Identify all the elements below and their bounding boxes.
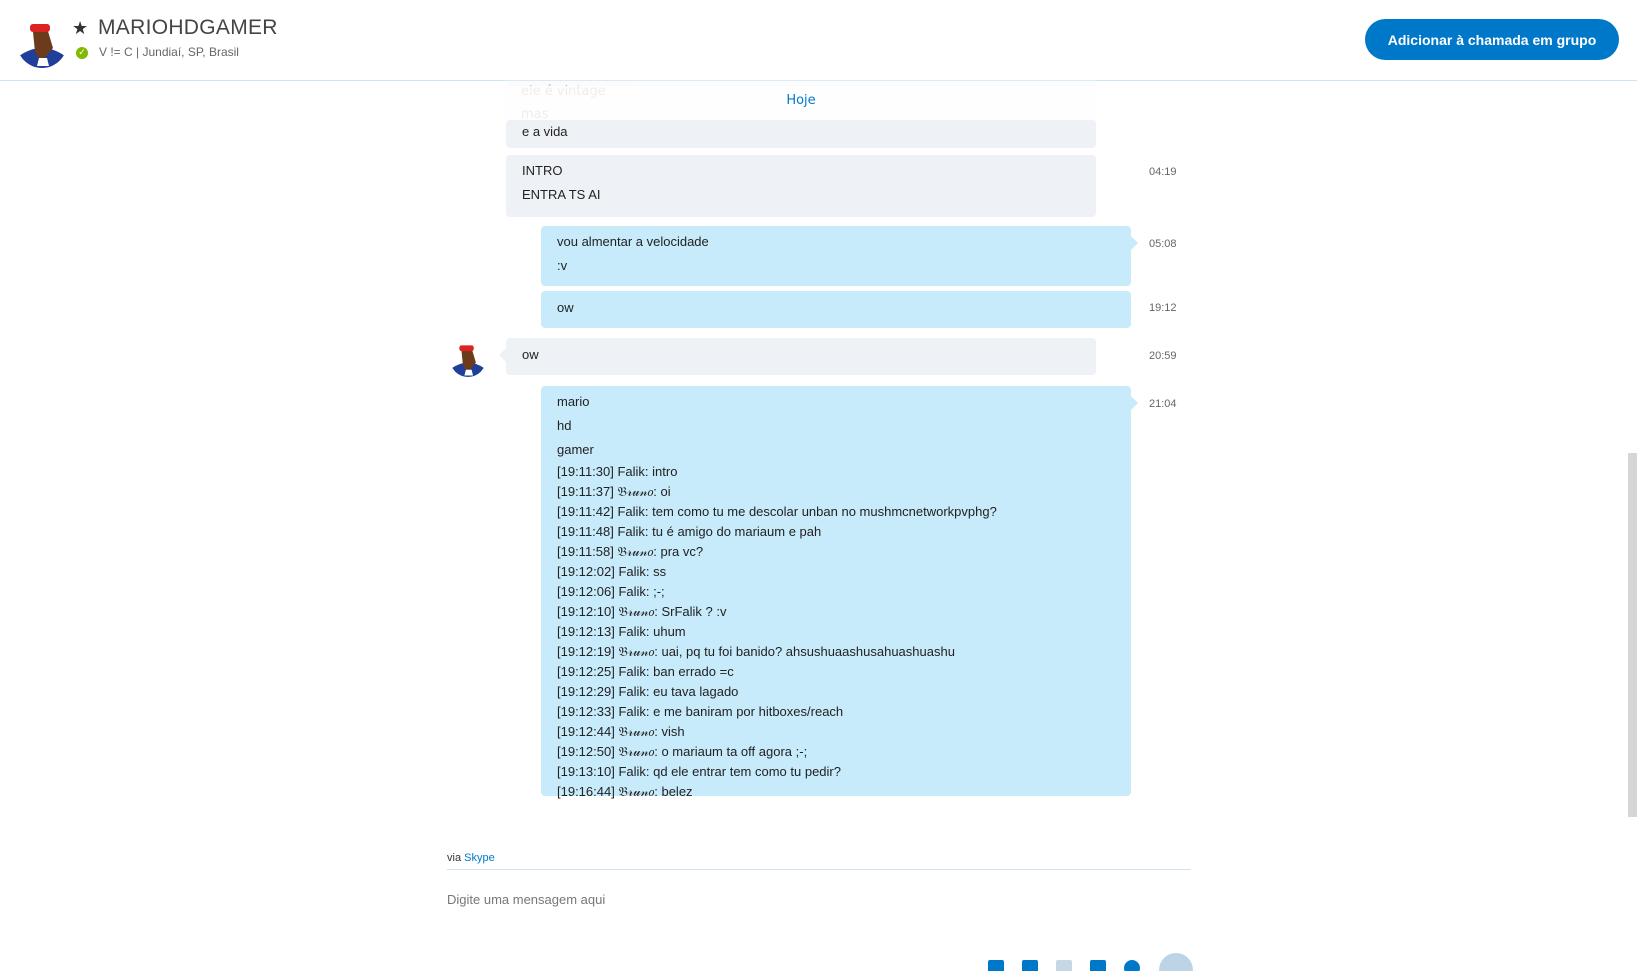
add-to-group-call-button[interactable]: Adicionar à chamada em grupo xyxy=(1365,19,1619,60)
message-timestamp: 20:59 xyxy=(1149,350,1177,362)
online-status-icon: ✓ xyxy=(76,47,88,59)
via-prefix: via xyxy=(447,852,462,864)
chat-log-line: [19:11:37] 𝔅𝓇𝓊𝓃𝑜: oi xyxy=(557,484,671,499)
chat-log-line: [19:13:10] Falik: qd ele entrar tem como tu pedir? xyxy=(557,764,841,779)
message-bubble-outgoing[interactable] xyxy=(541,386,1131,799)
message-bubble-incoming[interactable] xyxy=(506,338,1096,375)
chat-log-line: [19:12:19] 𝔅𝓇𝓊𝓃𝑜: uai, pq tu foi banido? ahsushuaashusahuashuashu xyxy=(557,644,955,659)
chat-log-line: [19:11:30] Falik: intro xyxy=(557,464,678,479)
contact-avatar-small[interactable] xyxy=(450,341,486,377)
chat-log-line: [19:12:29] Falik: eu tava lagado xyxy=(557,684,739,699)
message-bubble-outgoing[interactable] xyxy=(541,291,1131,328)
chat-log-line: [19:11:58] 𝔅𝓇𝓊𝓃𝑜: pra vc? xyxy=(557,544,704,559)
message-timestamp: 19:12 xyxy=(1149,302,1177,314)
message-timestamp: 04:19 xyxy=(1149,166,1177,178)
chat-log-line: [19:12:06] Falik: ;-; xyxy=(557,584,665,599)
message-bubble-incoming[interactable] xyxy=(506,155,1096,217)
message-input[interactable] xyxy=(445,886,1189,912)
message-text: e a vida xyxy=(522,124,568,139)
contact-name[interactable]: MARIOHDGAMER xyxy=(98,16,278,39)
chat-log-line: [19:12:44] 𝔅𝓇𝓊𝓃𝑜: vish xyxy=(557,724,685,739)
message-text: INTRO xyxy=(522,163,563,178)
message-text: ow xyxy=(522,347,539,362)
emoticon-icon[interactable] xyxy=(1124,960,1142,971)
video-message-icon[interactable] xyxy=(1056,960,1074,971)
message-text: :v xyxy=(557,258,568,273)
chat-log-line: [19:12:13] Falik: uhum xyxy=(557,624,686,639)
message-text: gamer xyxy=(557,442,594,457)
message-text: vou almentar a velocidade xyxy=(557,234,709,249)
chat-log-line: [19:11:48] Falik: tu é amigo do mariaum e pah xyxy=(557,524,822,539)
scrollbar-thumb[interactable] xyxy=(1628,453,1637,817)
gift-icon[interactable] xyxy=(988,960,1006,971)
message-history[interactable] xyxy=(0,80,1637,971)
contact-avatar[interactable] xyxy=(17,18,67,68)
contact-mood-message: V != C | Jundiaí, SP, Brasil xyxy=(99,45,239,59)
via-service-label xyxy=(447,852,495,864)
chat-log-line: [19:12:33] Falik: e me baniram por hitboxes/reach xyxy=(557,704,844,719)
message-timestamp: 21:04 xyxy=(1149,398,1177,410)
chat-log-line: [19:16:44] 𝔅𝓇𝓊𝓃𝑜: belez xyxy=(557,784,693,799)
message-text: ENTRA TS AI xyxy=(522,187,601,202)
date-separator: Hoje xyxy=(506,86,1096,122)
conversation-header xyxy=(0,0,1637,81)
file-icon[interactable] xyxy=(1022,960,1040,971)
message-bubble-incoming[interactable] xyxy=(506,120,1096,148)
favorite-star-icon[interactable]: ★ xyxy=(72,18,89,39)
chat-log-line: [19:12:25] Falik: ban errado =c xyxy=(557,664,734,679)
send-icon[interactable] xyxy=(1159,953,1193,971)
chat-log-line: [19:12:02] Falik: ss xyxy=(557,564,667,579)
chat-log-line: [19:12:10] 𝔅𝓇𝓊𝓃𝑜: SrFalik ? :v xyxy=(557,604,727,619)
chat-log-line: [19:12:50] 𝔅𝓇𝓊𝓃𝑜: o mariaum ta off agora ;-; xyxy=(557,744,808,759)
message-text: ow xyxy=(557,300,574,315)
message-timestamp: 05:08 xyxy=(1149,238,1177,250)
message-text: mario xyxy=(557,394,590,409)
chat-log-line: [19:11:42] Falik: tem como tu me descolar unban no mushmcnetworkpvphg? xyxy=(557,504,997,519)
message-text: hd xyxy=(557,418,572,433)
skype-link[interactable]: Skype xyxy=(464,852,495,864)
message-bubble-outgoing[interactable] xyxy=(541,226,1131,286)
composer-divider xyxy=(447,869,1191,870)
contact-card-icon[interactable] xyxy=(1090,960,1108,971)
